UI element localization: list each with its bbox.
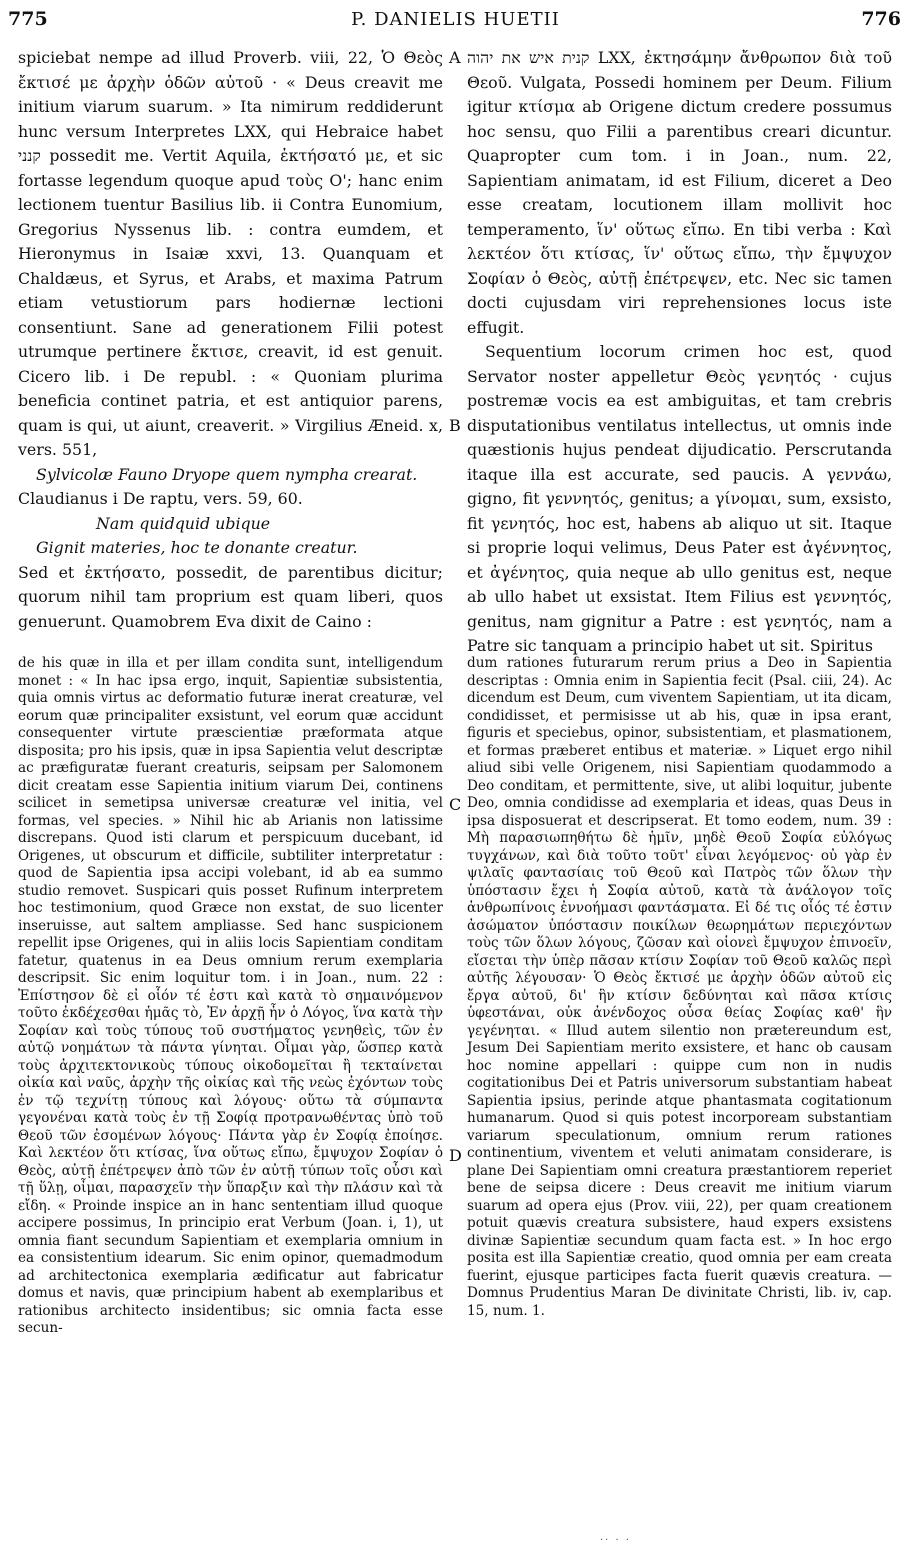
verse-line: Sylvicolæ Fauno Dryope quem nympha crearat.	[36, 464, 418, 484]
upper-right-column	[467, 46, 892, 655]
paragraph: spiciebat nempe ad illud Proverb. viii, 22, Ὁ Θεὸς ἔκτισέ με ἀρχὴν ὁδῶν αὐτοῦ · « Deus creavit me initium viarum suarum. » Ita nimirum reddiderunt hunc versum Interpretes LXX, qui Hebraice habet קנני possedit me. Vertit Aquila, ἐκτήσατό με, et sic fortasse legendum quoque apud τοὺς Ο'; hanc enim lectionem tuentur Basilius lib. ii Contra Eunomium, Gregorius Nyssenus lib. : contra eumdem, et Hieronymus in Isaiæ xxvi, 13. Quanquam et Chaldæus, et Syrus, et Arabs, et maxima Patrum etiam vetustiorum pars hodiernæ lectioni consentiunt. Sane ad generationem Filii potest utrumque pertinere ἔκτισε, creavit, id est genuit. Cicero lib. i De republ. : « Quoniam plurima beneficia continet patria, et est antiquior parens, quam is qui, ut aiunt, creaverit. » Virgilius Æneid. x, vers. 551,	[18, 48, 443, 459]
page-number-left: 775	[8, 8, 48, 30]
verse-line: Gignit materies, hoc te donante creatur.	[36, 538, 358, 557]
verse-line: Nam quidquid ubique	[96, 513, 271, 533]
paragraph: Claudianus i De raptu, vers. 59, 60.	[18, 489, 303, 508]
paragraph: Sequentium locorum crimen hoc est, quod Servator noster appelletur Θεὸς γενητός · cujus postremæ vocis ea est ambiguitas, et tam crebris disputationibus ventilatus intellectus, ut omnis inde quæstionis hujus pendeat dijudicatio. Perscrutanda itaque illa est accurate, sed paucis. A γεννάω, gigno, fit γεννητός, genitus; a γίνομαι, sum, exsisto, fit γενητός, hoc est, habens ab aliquo ut sit. Itaque si proprie loqui velimus, Deus Pater est ἀγέννητος, et ἀγένητος, quia neque ab ullo genitus est, neque ab ullo habet ut exsistat. Item Filius est γεννητός, genitus, nam gignitur a Patre : est γενητός, nam a Patre sic tanquam a principio habet ut sit. Spiritus	[467, 342, 892, 655]
lower-right-column	[467, 655, 892, 1490]
page-header	[0, 0, 911, 40]
margin-letter-d: D	[449, 1146, 462, 1165]
page-number-right: 776	[861, 8, 901, 30]
paragraph: קנית איש את יהוה LXX, ἐκτησάμην ἄνθρωπον διὰ τοῦ Θεοῦ. Vulgata, Possedi hominem per Deum. Filium igitur κτίσμα ab Origene dictum credere possumus hoc sensu, quo Filii a parentibus creari dicuntur. Quapropter cum tom. i in Joan., num. 22, Sapientiam animatam, id est Filium, diceret a Deo esse creatam, locutionem illam mollivit hoc temperamento, ἵν' οὕτως εἴπω. En tibi verba : Καὶ λεκτέον ὅτι κτίσας, ἵν' οὕτως εἴπω, τὴν ἔμψυχον Σοφίαν ὁ Θεὸς, αὐτῇ ἐπέτρεψεν, etc. Nec sic tamen docti cujusdam viri reprehensiones locus iste effugit.	[467, 48, 892, 337]
column-divider-upper	[456, 50, 457, 630]
running-title: P. DANIELIS HUETII	[351, 9, 560, 30]
margin-letter-b: B	[449, 416, 461, 435]
footnote-paragraph: dum rationes futurarum rerum prius a Deo in Sapientia descriptas : Omnia enim in Sapientia fecit (Psal. ciii, 24). Ac dicendum est Deum, cum viventem Sapientiam, ut ita dicam, condidisset, et permisisse ut ab his, quæ in ipsa erant, figuris et speciebus, opinor, subsistentiam, et plasmationem, et formas præberet entibus et materiæ. » Liquet ergo nihil aliud sibi velle Origenem, nisi Sapientiam quodammodo a Deo conditam, et permittente, sive, ut alibi loquitur, jubente Deo, omnia condidisse ad exemplaria et ideas, quas Deus in ipsa disposuerat et descripserat. Et tomo eodem, num. 39 : Μὴ παρασιωπηθήτω δὲ ἡμῖν, μηδὲ Θεοῦ Σοφία εὐλόγως τυγχάνων, καὶ διὰ τοῦτο τοῦτ' εἶναι λεγόμενος· οὐ γὰρ ἐν ψιλαῖς φαντασίαις τοῦ Θεοῦ καὶ Πατρὸς τῶν ὅλων τὴν ὑπόστασιν ἔχει ἡ Σοφία αὐτοῦ, κατὰ τὰ ἀνάλογον τοῖς ἀνθρωπίνοις ἐννοήμασι φαντάσματα. Εἰ δέ τις οἷός τέ ἐστιν ἀσώματον ὑπόστασιν ποικίλων θεωρημάτων περιεχόντων τοὺς τῶν ὅλων λόγους, ζῶσαν καὶ οἱονεὶ ἔμψυχον ἐπινοεῖν, εἴσεται τὴν ὑπὲρ πᾶσαν κτίσιν Σοφίαν τοῦ Θεοῦ καλῶς περὶ αὐτῆς λέγουσαν· Ὁ Θεὸς ἔκτισέ με ἀρχὴν ὁδῶν αὐτοῦ εἰς ἔργα αὐτοῦ, δι' ἣν κτίσιν δεδύνηται καὶ πᾶσα κτίσις ὑφεστάναι, οὐκ ἀνένδοχος οὖσα θείας Σοφίας καθ' ἣν γεγένηται. « Illud autem silentio non prætereundum est, Jesum Dei Sapientiam merito exsistere, et hanc ob causam hoc nomine appellari : quippe cum non in nudis cogitationibus Dei et Patris universorum substantiam habeat Sapientia ipsius, perinde atque phantasmata cogitationum humanarum. Quod si quis potest incorpoream substantiam variarum speculationum, omnium rerum rationes continentium, viventem et veluti animatam considerare, is plane Dei Sapientiam omni creatura præstantiorem reperiet bene de seipsa dicere : Deus creavit me initium viarum suarum ad opera ejus (Prov. viii, 22), per quam creationem potuit quævis creatura subsistere, haud expers exsistens divinæ Sapientiæ secundum quam facta est. » In hoc ergo posita est illa Sapientiæ creatio, quod omnia per eam creata fuerint, ejusque participes facta fuerit quævis creatura. — Domnus Prudentius Maran De divinitate Christi, lib. iv, cap. 15, num. 1.	[467, 655, 892, 1319]
bottom-mark: ·· · ·	[600, 1535, 632, 1546]
upper-left-column	[18, 46, 443, 636]
footnote-paragraph: de his quæ in illa et per illam condita sunt, intelligendum monet : « In hac ipsa ergo, inquit, Sapientiæ subsistentia, quia omnis virtus ac deformatio futuræ inerat creaturæ, vel eorum quæ principaliter exsistunt, vel eorum quæ accidunt consequenter virtute præscientiæ præformata atque disposita; pro his ipsis, quæ in ipsa Sapientia velut descriptæ ac præfiguratæ fuerant creaturis, seipsam per Salomonem dicit creatam esse Sapientia initium viarum Dei, continens scilicet in semetipsa universæ creaturæ vel initia, vel formas, vel species. » Nihil hic ab Arianis non latissime discrepans. Quod isti clarum et perspicuum ducebant, id Origenes, ut obscurum et difficile, subtiliter interpretatur : quod de Sapientia ipsa accipi volebant, id ab ea summo studio removet. Suspicari quis posset Rufinum interpretem hoc testimonium, quod Græce non exstat, de suo licenter inseruisse, aut saltem ampliasse. Sed hanc suspicionem repellit ipse Origenes, qui in aliis locis Sapientiam conditam fatetur, quatenus in ea Deus omnium rerum exemplaria descripsit. Sic enim loquitur tom. i in Joan., num. 22 : Ἐπίστησον δὲ εἰ οἷόν τέ ἐστι καὶ κατὰ τὸ σημαινόμενον τοῦτο ἐκδέχεσθαι ἡμᾶς τὸ, Ἐν ἀρχῇ ἦν ὁ Λόγος, ἵνα κατὰ τὴν Σοφίαν καὶ τοὺς τύπους τοῦ συστήματος γενηθεὶς, τῶν ἐν αὐτῷ νοημάτων τὰ πάντα γίνηται. Οἶμαι γὰρ, ὥσπερ κατὰ τοὺς ἀρχιτεκτονικοὺς τύπους οἰκοδομεῖται ἢ τεκταίνεται οἰκία καὶ ναῦς, ἀρχὴν τῆς οἰκίας καὶ τῆς νεὼς ἐχόντων τοὺς ἐν τῷ τεχνίτῃ τύπους καὶ λόγους· οὕτω τὰ σύμπαντα γεγονέναι κατὰ τοὺς ἐν τῇ Σοφίᾳ προτρανωθέντας ὑπὸ τοῦ Θεοῦ τῶν ἐσομένων λόγους· Πάντα γὰρ ἐν Σοφίᾳ ἐποίησε. Καὶ λεκτέον ὅτι κτίσας, ἵνα οὕτως εἴπω, ἔμψυχον Σοφίαν ὁ Θεὸς, αὐτῇ ἐπέτρεψεν ἀπὸ τῶν ἐν αὐτῇ τύπων τοῖς οὖσι καὶ τῇ ὕλῃ, οἶμαι, παρασχεῖν τὴν ὕπαρξιν καὶ τὴν πλάσιν καὶ τὰ εἴδη. « Proinde inspice an in hanc sententiam illud quoque accipere possimus, In principio erat Verbum (Joan. i, 1), ut omnia fiant secundum Sapientiam et exemplaria omnium in ea consistentium idearum. Sic enim opinor, quemadmodum ad architectonica exemplaria ædificatur aut fabricatur domus et navis, quæ principium habent ab exemplaribus et rationibus architecto insidentibus; sic omnia facta esse secun-	[18, 655, 443, 1336]
lower-left-column	[18, 655, 443, 1490]
margin-letter-a: A	[449, 48, 461, 67]
margin-letter-c: C	[449, 795, 462, 814]
paragraph: Sed et ἐκτήσατο, possedit, de parentibus dicitur; quorum nihil tam proprium est quam liberi, quos genuerunt. Quamobrem Eva dixit de Caino :	[18, 562, 443, 631]
